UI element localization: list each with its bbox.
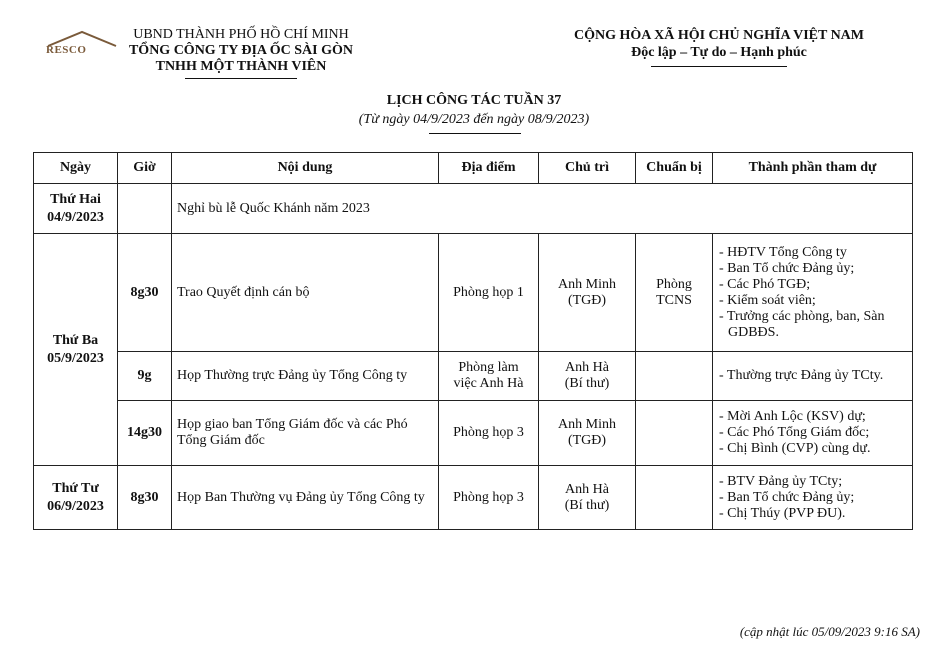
host-title: (TGĐ) (567, 292, 607, 308)
col-header-location: Địa điểm (439, 153, 539, 184)
participant-item: - Chị Thúy (PVP ĐU). (719, 505, 846, 521)
time-cell: 14g30 (118, 401, 172, 466)
participant-item: - Thường trực Đảng ủy TCty. (719, 368, 884, 383)
participant-item: - Kiểm soát viên; (719, 292, 816, 308)
prep-cell (636, 466, 713, 530)
document-subtitle: (Từ ngày 04/9/2023 đến ngày 08/9/2023) (358, 112, 590, 127)
col-header-day: Ngày (34, 153, 118, 184)
schedule-table (33, 152, 913, 530)
prep-cell (636, 401, 713, 466)
host-name: Anh Minh (558, 276, 616, 292)
host-name: Anh Minh (558, 417, 616, 432)
col-header-prep: Chuẩn bị (636, 153, 713, 184)
time-cell (118, 184, 172, 234)
time-cell: 9g (118, 352, 172, 401)
day-date: 04/9/2023 (47, 209, 104, 225)
day-cell (34, 466, 118, 530)
time-cell: 8g30 (118, 466, 172, 530)
motto-underline (651, 66, 787, 67)
location-line: Phòng làm (458, 360, 519, 375)
host-title: (Bí thư) (564, 376, 610, 391)
participant-item: - BTV Đảng ủy TCty; (719, 473, 843, 489)
col-header-participants: Thành phần tham dự (713, 153, 913, 184)
table-row (34, 234, 913, 352)
location-cell (439, 466, 539, 530)
host-name: Anh Hà (565, 360, 609, 375)
participant-item: - Chị Bình (CVP) cùng dự. (719, 441, 871, 456)
location-cell (439, 352, 539, 401)
time-cell: 8g30 (118, 234, 172, 352)
host-cell (539, 234, 636, 352)
org-type: TNHH MỘT THÀNH VIÊN (155, 59, 327, 74)
day-date: 06/9/2023 (47, 498, 104, 514)
national-name: CỘNG HÒA XÃ HỘI CHỦ NGHĨA VIỆT NAM (573, 28, 864, 43)
participant-item: - Mời Anh Lộc (KSV) dự; (719, 409, 866, 424)
participants-cell (713, 234, 913, 352)
host-title: (TGĐ) (567, 433, 607, 448)
prep-line: TCNS (656, 292, 692, 308)
participant-item: - Ban Tổ chức Đảng ủy; (719, 489, 855, 505)
update-timestamp: (cập nhật lúc 05/09/2023 9:16 SA) (739, 624, 920, 639)
host-title: (Bí thư) (564, 497, 610, 513)
participant-item: - HĐTV Tổng Công ty (719, 244, 847, 260)
participants-cell (713, 352, 913, 401)
host-cell (539, 466, 636, 530)
content-cell: Nghỉ bù lễ Quốc Khánh năm 2023 (172, 184, 913, 234)
location-cell (439, 401, 539, 466)
participants-cell (713, 401, 913, 466)
participants-cell (713, 466, 913, 530)
host-name: Anh Hà (565, 481, 609, 497)
day-name: Thứ Tư (52, 480, 99, 496)
prep-line: Phòng (656, 276, 692, 292)
table-row (34, 184, 913, 234)
title-underline (429, 133, 521, 134)
prep-cell (636, 234, 713, 352)
prep-cell (636, 352, 713, 401)
day-cell (34, 234, 118, 466)
content-cell: Họp Thường trực Đảng ủy Tổng Công ty (172, 352, 439, 401)
table-row (34, 401, 913, 466)
participant-item: - Các Phó TGĐ; (719, 276, 811, 292)
org-parent: UBND THÀNH PHỐ HỒ CHÍ MINH (133, 27, 349, 42)
table-header-row (34, 153, 913, 184)
national-motto: Độc lập – Tự do – Hạnh phúc (631, 45, 807, 60)
participant-item: - Các Phó Tổng Giám đốc; (719, 425, 870, 440)
location-line: Phòng họp 3 (453, 489, 524, 505)
day-name: Thứ Ba (52, 332, 99, 348)
location-line: việc Anh Hà (453, 376, 524, 391)
day-cell (34, 184, 118, 234)
col-header-content: Nội dung (172, 153, 439, 184)
day-name: Thứ Hai (50, 191, 101, 207)
content-cell: Trao Quyết định cán bộ (172, 234, 439, 352)
organization-header (96, 27, 386, 79)
host-cell (539, 401, 636, 466)
table-row (34, 466, 913, 530)
national-header (560, 27, 878, 67)
content-cell: Họp giao ban Tổng Giám đốc và các Phó Tổng Giám đốc (172, 401, 439, 466)
org-underline (185, 78, 297, 79)
org-name: TỔNG CÔNG TY ĐỊA ỐC SÀI GÒN (128, 43, 354, 58)
location-cell (439, 234, 539, 352)
host-cell (539, 352, 636, 401)
location-line: Phòng họp 3 (453, 425, 524, 440)
day-date: 05/9/2023 (47, 350, 104, 366)
participant-item: - Ban Tổ chức Đảng ủy; (719, 260, 855, 276)
table-row (34, 352, 913, 401)
document-title: LỊCH CÔNG TÁC TUẦN 37 (386, 93, 562, 108)
location-line: Phòng họp 1 (453, 284, 524, 300)
participant-item: - Trưởng các phòng, ban, Sàn GDBĐS. (719, 308, 885, 340)
content-cell: Họp Ban Thường vụ Đảng ủy Tổng Công ty (172, 466, 439, 530)
logo-text: RESCO (46, 44, 87, 56)
col-header-host: Chủ trì (539, 153, 636, 184)
col-header-time: Giờ (118, 153, 172, 184)
